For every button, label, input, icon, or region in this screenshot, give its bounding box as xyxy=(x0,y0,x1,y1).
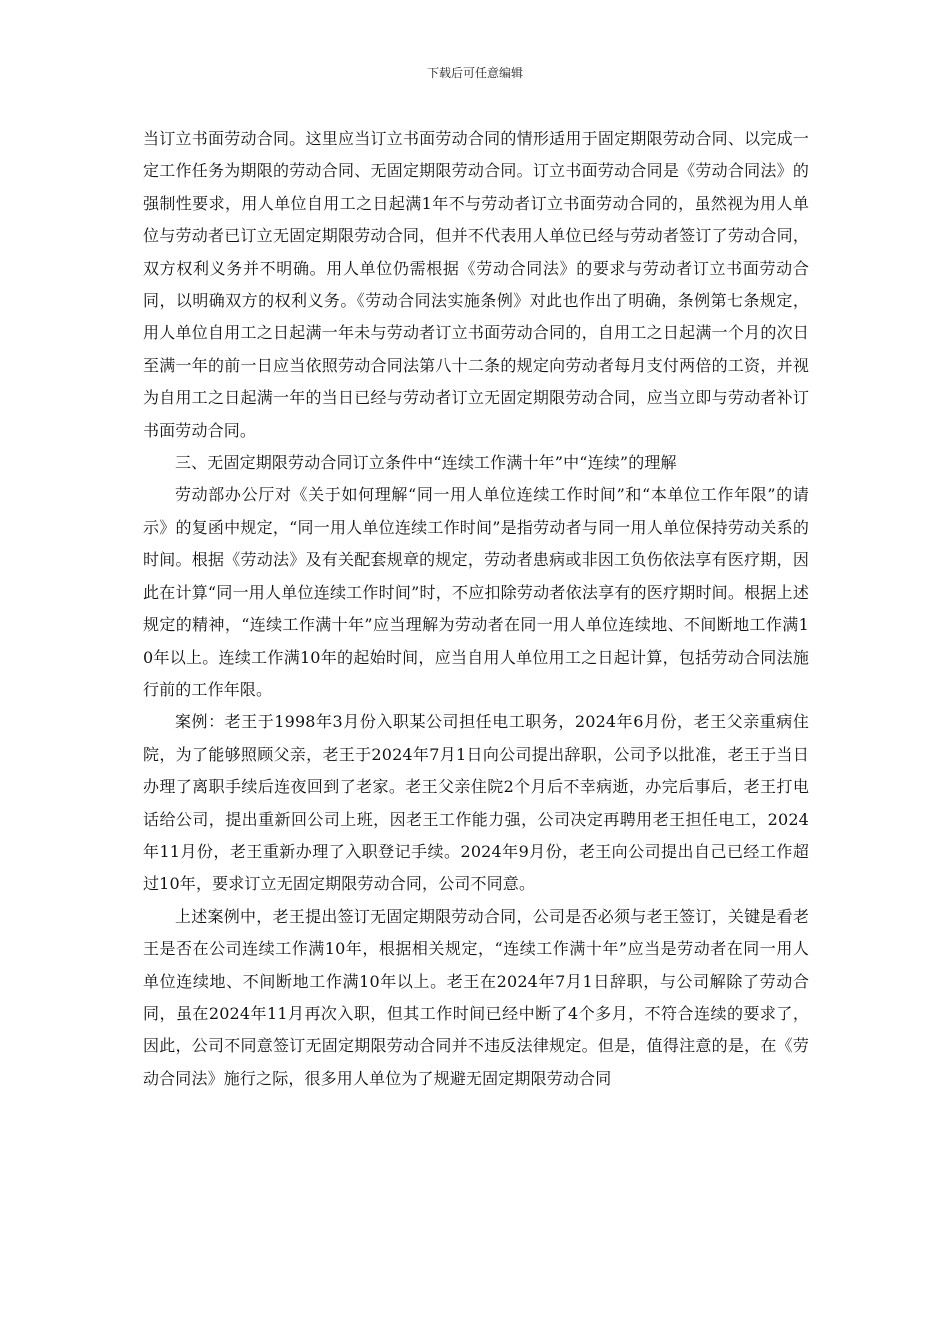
section-heading-continuous-work: 三、无固定期限劳动合同订立条件中“连续工作满十年”中“连续”的理解 xyxy=(175,453,677,473)
page-header: 下载后可任意编辑 xyxy=(426,66,523,80)
paragraph-written-contract: 当订立书面劳动合同。这里应当订立书面劳动合同的情形适用于固定期限劳动合同、以完成一定工作任务为期限的劳动合同、无固定期限劳动合同。订立书面劳动合同是《劳动合同法》的强制性要求，用人单位自用工之日起满1年不与劳动者订立书面劳动合同的，虽然视为用人单位与劳动者已订立无固定期限劳动合同，但并不代表用人单位已经与劳动者签订了劳动合同，双方权利义务并不明确。用人单位仍需根据《劳动合同法》的要求与劳动者订立书面劳动合同，以明确双方的权利义务。《劳动合同法实施条例》对此也作出了明确，条例第七条规定，用人单位自用工之日起满一年未与劳动者订立书面劳动合同的，自用工之日起满一个月的次日至满一年的前一日应当依照劳动合同法第八十二条的规定向劳动者每月支付两倍的工资，并视为自用工之日起满一年的当日已经与劳动者订立无固定期限劳动合同，应当立即与劳动者补订书面劳动合同。 xyxy=(143,129,809,440)
paragraph-case-example: 案例：老王于1998年3月份入职某公司担任电工职务，2024年6月份，老王父亲重病住院，为了能够照顾父亲，老王于2024年7月1日向公司提出辞职，公司予以批准，老王于当日办理了离职手续后连夜回到了老家。老王父亲住院2个月后不幸病逝，办完后事后，老王打电话给公司，提出重新回公司上班，因老王工作能力强，公司决定再聘用老王担任电工，2024年11月份，老王重新办理了入职登记手续。2024年9月份，老王向公司提出自己已经工作超过10年，要求订立无固定期限劳动合同，公司不同意。 xyxy=(143,712,809,894)
paragraph-ministry-reply: 劳动部办公厅对《关于如何理解“同一用人单位连续工作时间”和“本单位工作年限”的请示》的复函中规定，“同一用人单位连续工作时间”是指劳动者与同一用人单位保持劳动关系的时间。根据《劳动法》及有关配套规章的规定，劳动者患病或非因工负伤依法享有医疗期，因此在计算“同一用人单位连续工作时间”时，不应扣除劳动者依法享有的医疗期时间。根据上述规定的精神，“连续工作满十年”应当理解为劳动者在同一用人单位连续地、不间断地工作满10年以上。连续工作满10年的起始时间，应当自用人单位用工之日起计算，包括劳动合同法施行前的工作年限。 xyxy=(143,485,809,699)
document-body xyxy=(143,123,809,1095)
paragraph-case-analysis: 上述案例中，老王提出签订无固定期限劳动合同，公司是否必须与老王签订，关键是看老王是否在公司连续工作满10年，根据相关规定，“连续工作满十年”应当是劳动者在同一用人单位连续地、不间断地工作满10年以上。老王在2024年7月1日辞职，与公司解除了劳动合同，虽在2024年11月再次入职，但其工作时间已经中断了4个多月，不符合连续的要求了，因此，公司不同意签订无固定期限劳动合同并不违反法律规定。但是，值得注意的是，在《劳动合同法》施行之际，很多用人单位为了规避无固定期限劳动合同 xyxy=(143,906,809,1088)
